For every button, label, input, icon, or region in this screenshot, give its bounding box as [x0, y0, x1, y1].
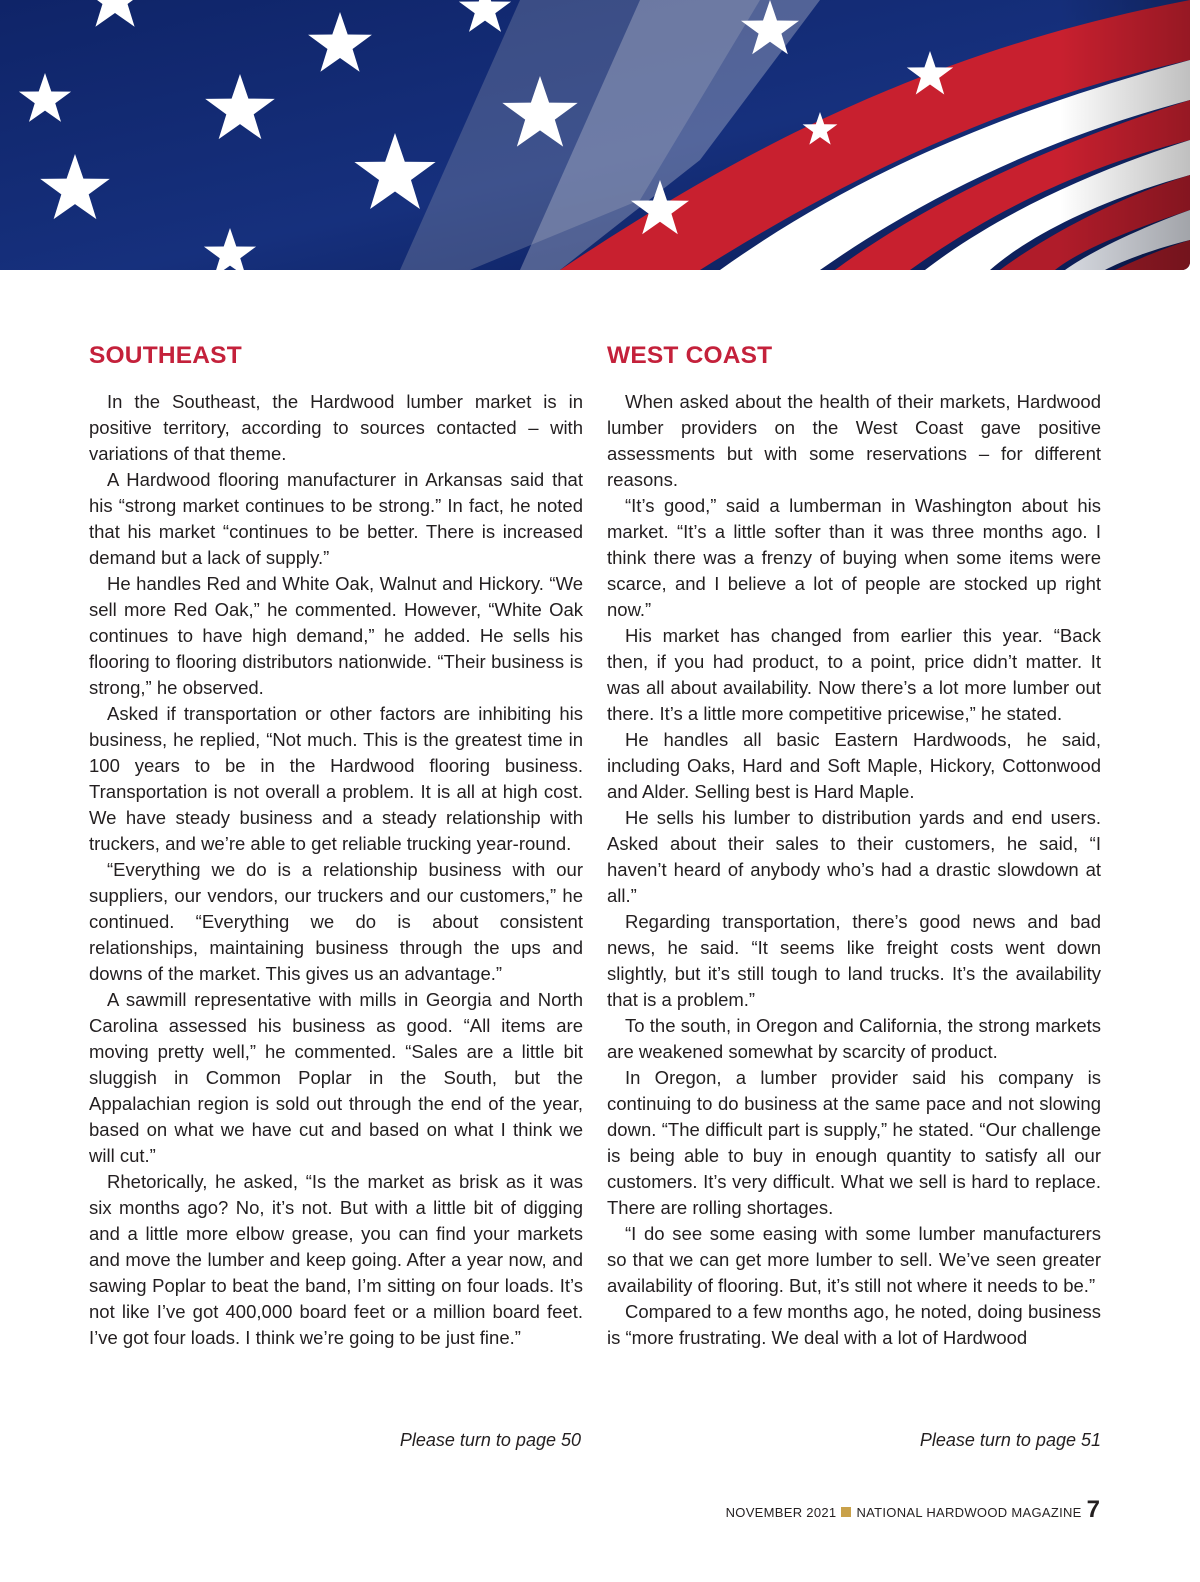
- west-coast-body: [607, 389, 1101, 1351]
- paragraph: He handles all basic Eastern Hardwoods, he said, including Oaks, Hard and Soft Maple, Hickory, Cottonwood and Alder. Selling best is Hard Maple.: [607, 729, 1101, 802]
- southeast-body: [89, 389, 583, 1351]
- paragraph: Compared to a few months ago, he noted, doing business is “more frustrating. We deal with a lot of Hardwood: [607, 1301, 1101, 1348]
- paragraph: “I do see some easing with some lumber manufacturers so that we can get more lumber to sell. We’ve seen greater availability of flooring. But, it’s still not where it needs to be.”: [607, 1223, 1101, 1296]
- footer-issue-date: NOVEMBER 2021: [725, 1505, 837, 1520]
- paragraph: In the Southeast, the Hardwood lumber market is in positive territory, according to sources contacted – with variations of that theme.: [89, 391, 583, 464]
- paragraph: When asked about the health of their markets, Hardwood lumber providers on the West Coast gave positive assessments but with some reservations – for different reasons.: [607, 391, 1101, 490]
- paragraph: He sells his lumber to distribution yards and end users. Asked about their sales to their customers, he said, “I haven’t heard of anybody who’s had a drastic slowdown at all.”: [607, 807, 1101, 906]
- paragraph: To the south, in Oregon and California, the strong markets are weakened somewhat by scarcity of product.: [607, 1015, 1101, 1062]
- paragraph: In Oregon, a lumber provider said his company is continuing to do business at the same pace and not slowing down. “The difficult part is supply,” he stated. “Our challenge is being able to buy in enough quantity to satisfy all our customers. It’s very difficult. What we sell is hard to replace. There are rolling shortages.: [607, 1067, 1101, 1218]
- southeast-column: [89, 340, 583, 1351]
- paragraph: Asked if transportation or other factors are inhibiting his business, he replied, “Not much. This is the greatest time in 100 years to be in the Hardwood flooring business. Transportation is not overall a problem. It is all at high cost. We have steady business and a steady relationship with truckers, and we’re able to get reliable trucking year-round.: [89, 703, 583, 854]
- paragraph: Regarding transportation, there’s good news and bad news, he said. “It seems like freight costs went down slightly, but it’s still tough to land trucks. It’s the availability that is a problem.”: [607, 911, 1101, 1010]
- page-number: 7: [1086, 1496, 1100, 1523]
- paragraph: A Hardwood flooring manufacturer in Arkansas said that his “strong market continues to be strong.” In fact, he noted that his market “continues to be better. There is increased demand but a lack of supply.”: [89, 469, 583, 568]
- footer-publication: NATIONAL HARDWOOD MAGAZINE: [856, 1505, 1082, 1520]
- american-flag-banner: [0, 0, 1190, 270]
- paragraph: “Everything we do is a relationship business with our suppliers, our vendors, our truckers and our customers,” he continued. “Everything we do is about consistent relationships, maintaining business through the ups and downs of the market. This gives us an advantage.”: [89, 859, 583, 984]
- southeast-continued-note: Please turn to page 50: [399, 1430, 581, 1450]
- west-coast-continued-note: Please turn to page 51: [919, 1430, 1101, 1450]
- paragraph: A sawmill representative with mills in Georgia and North Carolina assessed his business as good. “All items are moving pretty well,” he commented. “Sales are a little bit sluggish in Common Poplar in the South, but the Appalachian region is sold out through the end of the year, based on what we have cut and based on what I think we will cut.”: [89, 989, 583, 1166]
- american-flag-image: [0, 0, 1190, 270]
- west-coast-heading: WEST COAST: [607, 342, 773, 369]
- paragraph: His market has changed from earlier this year. “Back then, if you had product, to a point, price didn’t matter. It was all about availability. Now there’s a lot more lumber out there. It’s a little more competitive pricewise,” he stated.: [607, 625, 1101, 724]
- page-footer: [726, 1496, 1100, 1524]
- square-bullet-icon: [841, 1507, 851, 1517]
- paragraph: He handles Red and White Oak, Walnut and Hickory. “We sell more Red Oak,” he commented. However, “White Oak continues to have high demand,” he added. He sells his flooring to flooring distributors nationwide. “Their business is strong,” he observed.: [89, 573, 583, 698]
- paragraph: “It’s good,” said a lumberman in Washington about his market. “It’s a little softer than it was three months ago. I think there was a frenzy of buying when some items were scarce, and I believe a lot of people are stocked up right now.”: [607, 495, 1101, 620]
- southeast-heading: SOUTHEAST: [89, 342, 242, 369]
- west-coast-column: [607, 340, 1101, 1351]
- paragraph: Rhetorically, he asked, “Is the market as brisk as it was six months ago? No, it’s not. But with a little bit of digging and a little more elbow grease, you can find your markets and move the lumber and keep going. After a year now, and sawing Poplar to beat the band, I’m sitting on four loads. It’s not like I’ve got 400,000 board feet or a million board feet. I’ve got four loads. I think we’re going to be just fine.”: [89, 1171, 583, 1348]
